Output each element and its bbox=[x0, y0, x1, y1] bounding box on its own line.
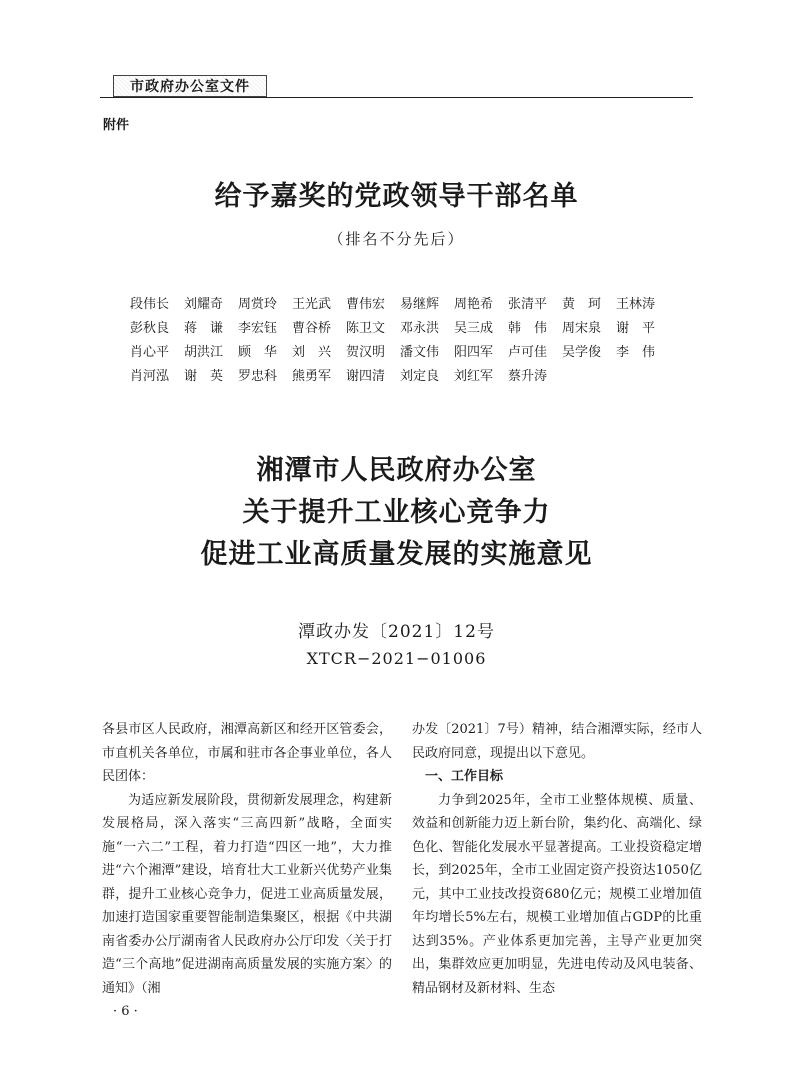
name-item: 潘文伟 bbox=[400, 344, 440, 360]
name-item: 黄 珂 bbox=[562, 296, 602, 312]
name-item: 易继辉 bbox=[400, 296, 440, 312]
name-item: 李 伟 bbox=[616, 344, 656, 360]
name-item: 罗忠科 bbox=[238, 368, 278, 384]
name-item: 刘 兴 bbox=[292, 344, 332, 360]
name-item: 胡洪江 bbox=[184, 344, 224, 360]
name-item: 蔡升涛 bbox=[508, 368, 548, 384]
name-item: 周赏玲 bbox=[238, 296, 278, 312]
award-list-title: 给予嘉奖的党政领导干部名单 bbox=[214, 181, 579, 212]
page-number: · 6 · bbox=[113, 1004, 138, 1019]
document-title-line: 促进工业高质量发展的实施意见 bbox=[200, 539, 593, 570]
attachment-label: 附件 bbox=[103, 118, 130, 133]
name-item: 王林涛 bbox=[616, 296, 656, 312]
body-paragraph: 力争到2025年，全市工业整体规模、质量、效益和创新能力迈上新台阶，集约化、高端化、绿色化、智能化发展水平显著提高。工业投资稳定增长，到2025年，全市工业固定资产投资达1050亿元，其中工业技改投资680亿元；规模工业增加值年均增长5%左右，规模工业增加值占GDP的比重达到35%。产业体系更加完善，主导产业更加突出，集群效应更加明显，先进电传动及风电装备、精品钢材及新材料、生态 bbox=[412, 792, 702, 996]
header-label: 市政府办公室文件 bbox=[130, 79, 250, 95]
name-item: 陈卫文 bbox=[346, 320, 386, 336]
name-item: 刘红军 bbox=[454, 368, 494, 384]
names-row bbox=[130, 290, 670, 314]
name-item: 刘耀奇 bbox=[184, 296, 224, 312]
name-item: 段伟长 bbox=[130, 296, 170, 312]
name-item: 刘定良 bbox=[400, 368, 440, 384]
document-title bbox=[0, 450, 793, 576]
name-item: 贺汉明 bbox=[346, 344, 386, 360]
name-item: 卢可佳 bbox=[508, 344, 548, 360]
name-item: 谢 平 bbox=[616, 320, 656, 336]
names-row bbox=[130, 338, 670, 362]
header-rule bbox=[100, 97, 693, 98]
document-title-line: 湘潭市人民政府办公室 bbox=[256, 455, 537, 486]
body-column-left bbox=[102, 718, 392, 1000]
name-item: 熊勇军 bbox=[292, 368, 332, 384]
header-label-box bbox=[113, 75, 267, 97]
name-item: 吴三成 bbox=[454, 320, 494, 336]
names-row bbox=[130, 314, 670, 338]
name-item: 邓永洪 bbox=[400, 320, 440, 336]
name-item: 顾 华 bbox=[238, 344, 278, 360]
names-row bbox=[130, 362, 670, 386]
body-paragraph: 办发〔2021〕7号）精神，结合湘潭实际，经市人民政府同意，现提出以下意见。 bbox=[412, 722, 702, 761]
name-item: 周艳希 bbox=[454, 296, 494, 312]
name-item: 张清平 bbox=[508, 296, 548, 312]
body-column-right bbox=[412, 718, 702, 1000]
name-item: 谢 英 bbox=[184, 368, 224, 384]
name-item: 肖心平 bbox=[130, 344, 170, 360]
name-item: 周宋泉 bbox=[562, 320, 602, 336]
name-item: 彭秋良 bbox=[130, 320, 170, 336]
addressee-paragraph: 各县市区人民政府，湘潭高新区和经开区管委会，市直机关各单位，市属和驻市各企事业单位，各人民团体： bbox=[102, 722, 392, 784]
document-number: 潭政办发〔2021〕12号 bbox=[298, 622, 495, 642]
name-item: 曹伟宏 bbox=[346, 296, 386, 312]
body-paragraph: 为适应新发展阶段，贯彻新发展理念，构建新发展格局，深入落实“三高四新”战略，全面实施“一六二”工程，着力打造“四区一地”，大力推进“六个湘潭”建设，培育壮大工业新兴优势产业集群，提升工业核心竞争力，促进工业高质量发展，加速打造国家重要智能制造集聚区，根据《中共湖南省委办公厅湖南省人民政府办公厅印发〈关于打造“三个高地”促进湖南高质量发展的实施方案〉的通知》（湘 bbox=[102, 792, 392, 996]
name-item: 肖河泓 bbox=[130, 368, 170, 384]
name-item: 谢四清 bbox=[346, 368, 386, 384]
document-id: XTCR−2021−01006 bbox=[306, 649, 487, 668]
name-item: 李宏钰 bbox=[238, 320, 278, 336]
award-list-subtitle: （排名不分先后） bbox=[328, 230, 465, 248]
name-item: 蒋 谦 bbox=[184, 320, 224, 336]
document-title-line: 关于提升工业核心竞争力 bbox=[242, 497, 551, 528]
names-list bbox=[130, 290, 670, 386]
name-item: 曹谷桥 bbox=[292, 320, 332, 336]
name-item: 阳四军 bbox=[454, 344, 494, 360]
section-heading: 一、工作目标 bbox=[425, 769, 504, 784]
name-item: 吴学俊 bbox=[562, 344, 602, 360]
name-item: 韩 伟 bbox=[508, 320, 548, 336]
name-item: 王光武 bbox=[292, 296, 332, 312]
